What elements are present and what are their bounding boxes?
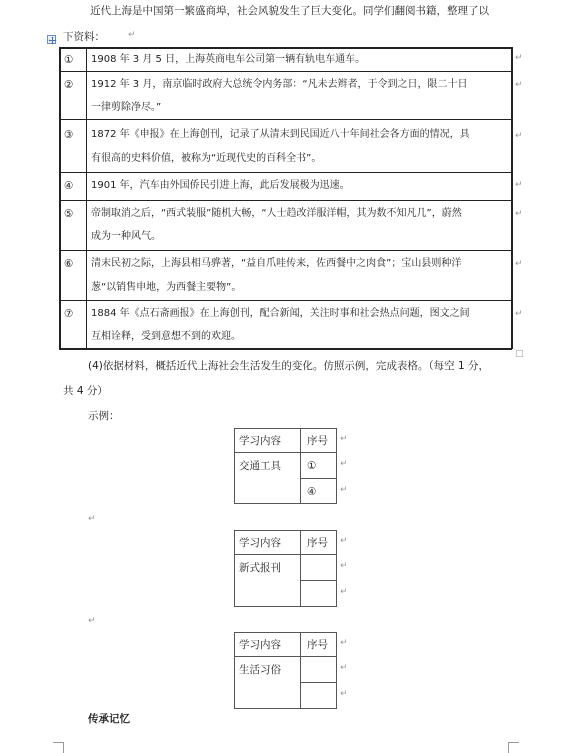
- table-content-label: 新式报刊: [239, 562, 281, 574]
- material-text: 成为一种风气。: [91, 231, 161, 242]
- table-header-content: 学习内容: [239, 435, 281, 447]
- material-text: 一律剪除净尽。”: [91, 102, 162, 113]
- material-text: 帝制取消之后，“西式装服”随机大畅，“人士趋改洋服洋帽，其为数不知凡几”，蔚然: [91, 208, 462, 219]
- material-number: ⑤: [64, 208, 74, 220]
- table-header-number: 序号: [307, 435, 328, 447]
- material-number: ①: [64, 54, 74, 66]
- answer-blank[interactable]: [305, 587, 333, 603]
- material-text: 清末民初之际，上海县相马骅著，“益自爪哇传来，佐西餐中之肉食”；宝山县则种洋: [91, 258, 462, 269]
- material-text: 葱“以销售申地，为西餐主要物”。: [91, 282, 242, 293]
- material-text: 有很高的史料价值，被称为“近现代史的百科全书”。: [91, 153, 322, 164]
- material-text: 1908 年 3 月 5 日，上海英商电车公司第一辆有轨电车通车。: [91, 54, 366, 65]
- intro-line-1: 近代上海是中国第一繁盛商埠，社会风貌发生了巨大变化。同学们翻阅书籍，整理了以: [90, 5, 489, 17]
- question-line-1: (4)依据材料，概括近代上海社会生活发生的变化。仿照示例，完成表格。（每空 1 分，: [88, 360, 489, 372]
- answer-blank[interactable]: [305, 689, 333, 705]
- table-header-content: 学习内容: [239, 639, 281, 651]
- material-number: ④: [64, 180, 74, 192]
- material-text: 1901 年，汽车由外国侨民引进上海，此后发展极为迅速。: [91, 180, 350, 191]
- material-text: 1872 年《申报》在上海创刊，记录了从清末到民国近八十年间社会各方面的情况，具: [91, 129, 470, 140]
- material-text: 1884 年《点石斋画报》在上海创刊，配合新闻，关注时事和社会热点问题，图文之间: [91, 308, 470, 319]
- page-corner-mark: [508, 742, 519, 753]
- table-number-cell: ④: [307, 486, 317, 498]
- intro-line-2: 下资料：: [63, 31, 105, 43]
- table-number-cell: ①: [307, 460, 317, 472]
- material-text: 1912 年 3 月，南京临时政府大总统令内务部：“凡未去辫者，于令到之日，限二十日: [91, 79, 468, 90]
- question-line-2: 共 4 分）: [63, 385, 108, 397]
- table-move-handle-icon[interactable]: [47, 35, 56, 44]
- table-content-label: 交通工具: [239, 460, 281, 472]
- material-number: ⑦: [64, 308, 74, 320]
- answer-blank[interactable]: [305, 561, 333, 577]
- material-number: ②: [64, 79, 74, 91]
- example-label: 示例：: [88, 410, 120, 422]
- section-heading: 传承记忆: [88, 713, 130, 725]
- paragraph-mark: ↵: [128, 30, 136, 40]
- material-number: ⑥: [64, 258, 74, 270]
- page-corner-mark: [53, 742, 64, 753]
- table-header-number: 序号: [307, 537, 328, 549]
- material-number: ③: [64, 129, 74, 141]
- table-header-number: 序号: [307, 639, 328, 651]
- table-content-label: 生活习俗: [239, 664, 281, 676]
- table-header-content: 学习内容: [239, 537, 281, 549]
- material-text: 互相诠释，受到意想不到的欢迎。: [91, 331, 241, 342]
- answer-blank[interactable]: [305, 663, 333, 679]
